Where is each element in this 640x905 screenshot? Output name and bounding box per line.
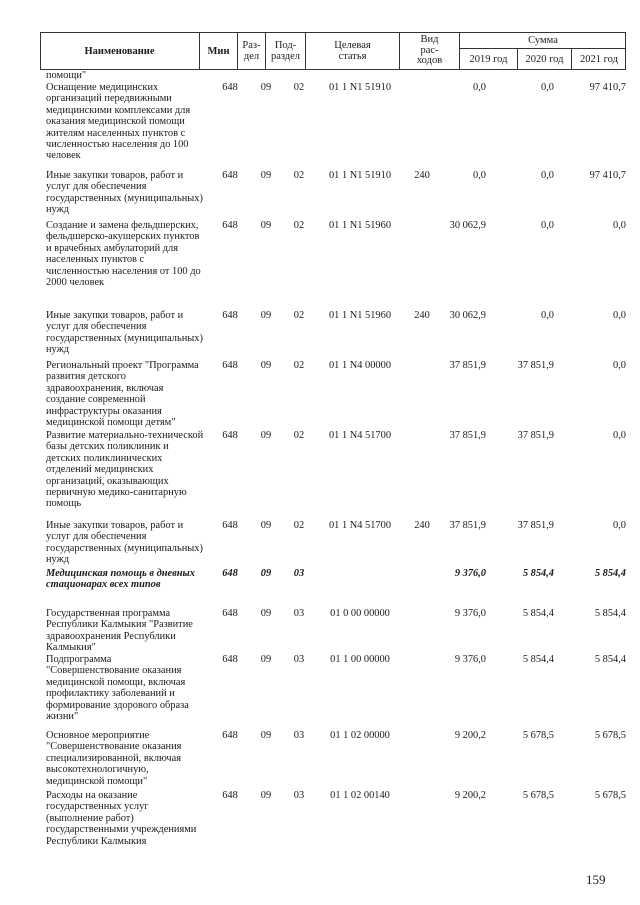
row-sum-2019: 30 062,9	[449, 310, 486, 321]
row-sum-2021: 0,0	[613, 520, 626, 531]
header-vid	[400, 32, 460, 70]
row-razdel: 09	[260, 170, 272, 181]
row-razdel: 09	[260, 430, 272, 441]
header-vid-line1: Вид	[420, 34, 439, 46]
row-podrazdel: 03	[293, 730, 305, 741]
row-sum-2021: 5 854,4	[594, 568, 626, 579]
row-sum-2021: 97 410,7	[589, 170, 626, 181]
row-razdel: 09	[260, 730, 272, 741]
header-razdel	[238, 32, 266, 70]
row-sum-2019: 9 200,2	[454, 730, 486, 741]
row-sum-2019: 37 851,9	[449, 430, 486, 441]
row-podrazdel: 02	[293, 220, 305, 231]
row-razdel: 09	[260, 310, 272, 321]
row-sum-2019: 9 376,0	[454, 608, 486, 619]
row-name: Оснащение медицинских организаций передвижными медицинскими комплексами для оказания медицинской помощи жителям населенных пунктов с численностью населения до 100 человек	[46, 82, 191, 162]
row-name: Создание и замена фельдшерских, фельдшерско-акушерских пунктов и врачебных амбулаторий для населенных пунктов с численностью населения от 100 до 2000 человек	[46, 220, 201, 289]
row-sum-2020: 5 854,4	[522, 654, 554, 665]
row-sum-2021: 97 410,7	[589, 82, 626, 93]
row-min: 648	[222, 730, 238, 741]
row-tselevaya: 01 1 N1 51960	[328, 220, 392, 231]
row-sum-2020: 0,0	[541, 170, 554, 181]
row-sum-2021: 0,0	[613, 430, 626, 441]
row-vid: 240	[414, 310, 430, 321]
row-razdel: 09	[260, 82, 272, 93]
row-sum-2020: 0,0	[541, 310, 554, 321]
row-tselevaya: 01 1 N1 51910	[328, 82, 392, 93]
row-razdel: 09	[260, 608, 272, 619]
row-vid: 240	[414, 170, 430, 181]
row-name: Подпрограмма "Совершенствование оказания медицинской помощи, включая профилактику заболеваний и формирование здорового образа жизни"	[46, 654, 189, 723]
row-podrazdel: 02	[293, 170, 305, 181]
page-number: 159	[586, 872, 606, 887]
row-sum-2020: 37 851,9	[517, 360, 554, 371]
row-sum-2020: 5 678,5	[522, 730, 554, 741]
row-sum-2019: 30 062,9	[449, 220, 486, 231]
row-sum-2019: 9 376,0	[454, 654, 486, 665]
table-header	[40, 32, 626, 70]
row-name: Региональный проект "Программа развития детского здравоохранения, включая создание современной инфраструктуры оказания медицинской помощи детям"	[46, 360, 199, 429]
row-tselevaya: 01 1 N1 51960	[328, 310, 392, 321]
row-sum-2019: 9 200,2	[454, 790, 486, 801]
row-podrazdel: 03	[293, 790, 305, 801]
row-sum-2021: 5 854,4	[594, 654, 626, 665]
row-tselevaya: 01 1 N1 51910	[328, 170, 392, 181]
row-name: Медицинская помощь в дневных стационарах всех типов	[46, 568, 195, 591]
row-name: Государственная программа Республики Калмыкия "Развитие здравоохранения Республики Калмыкия"	[46, 608, 193, 654]
row-sum-2021: 0,0	[613, 220, 626, 231]
header-y2021: 2021 год	[580, 53, 618, 65]
row-podrazdel: 02	[293, 360, 305, 371]
row-podrazdel: 02	[293, 310, 305, 321]
row-min: 648	[222, 310, 238, 321]
row-podrazdel: 02	[293, 82, 305, 93]
header-tselevaya-line1: Целевая	[334, 40, 371, 51]
row-sum-2021: 5 678,5	[594, 790, 626, 801]
row-tselevaya: 01 1 N4 51700	[328, 430, 392, 441]
row-tselevaya: 01 1 N4 51700	[328, 520, 392, 531]
row-min: 648	[222, 654, 238, 665]
row-sum-2019: 0,0	[473, 82, 486, 93]
row-tselevaya: 01 1 00 00000	[330, 654, 390, 665]
header-podrazdel	[266, 32, 306, 70]
row-tselevaya: 01 1 02 00140	[330, 790, 390, 801]
header-podrazdel-line2: раздел	[270, 51, 301, 62]
header-y2019: 2019 год	[460, 48, 518, 70]
row-sum-2021: 0,0	[613, 360, 626, 371]
row-min: 648	[222, 430, 238, 441]
carryover-text: помощи"	[46, 70, 87, 81]
header-tselevaya	[306, 32, 400, 70]
row-sum-2019: 37 851,9	[449, 360, 486, 371]
row-sum-2020: 0,0	[541, 220, 554, 231]
row-sum-2019: 0,0	[473, 170, 486, 181]
row-tselevaya: 01 1 N4 00000	[328, 360, 392, 371]
row-sum-2020: 5 854,4	[522, 568, 554, 579]
row-min: 648	[222, 520, 238, 531]
header-vid-line2: рас-	[420, 44, 439, 56]
row-razdel: 09	[260, 568, 272, 579]
row-razdel: 09	[260, 654, 272, 665]
header-name: Наименование	[40, 32, 200, 70]
row-tselevaya: 01 0 00 00000	[330, 608, 390, 619]
row-podrazdel: 03	[293, 608, 305, 619]
row-min: 648	[222, 220, 238, 231]
row-name: Развитие материально-технической базы детских поликлиник и детских поликлинических отделений медицинских организаций, оказывающих первичную медико-санитарную помощь	[46, 430, 204, 510]
row-name: Иные закупки товаров, работ и услуг для обеспечения государственных (муниципальных) нужд	[46, 520, 203, 566]
row-min: 648	[222, 608, 238, 619]
row-min: 648	[222, 82, 238, 93]
row-razdel: 09	[260, 220, 272, 231]
row-podrazdel: 02	[293, 520, 305, 531]
row-vid: 240	[414, 520, 430, 531]
row-sum-2020: 5 854,4	[522, 608, 554, 619]
row-podrazdel: 03	[293, 568, 305, 579]
row-sum-2020: 37 851,9	[517, 430, 554, 441]
row-sum-2021: 5 854,4	[594, 608, 626, 619]
header-y2020: 2020 год	[518, 48, 572, 70]
row-razdel: 09	[260, 520, 272, 531]
row-sum-2021: 0,0	[613, 310, 626, 321]
header-podrazdel-line1: Под-	[274, 40, 297, 51]
row-min: 648	[222, 360, 238, 371]
header-razdel-line2: дел	[243, 51, 260, 62]
row-sum-2020: 0,0	[541, 82, 554, 93]
row-sum-2021: 5 678,5	[594, 730, 626, 741]
row-name: Расходы на оказание государственных услуг (выполнение работ) государственными учреждениями Республики Калмыкия	[46, 790, 197, 847]
row-sum-2020: 5 678,5	[522, 790, 554, 801]
row-sum-2020: 37 851,9	[517, 520, 554, 531]
row-min: 648	[222, 170, 238, 181]
row-name: Основное мероприятие "Совершенствование оказания специализированной, включая высокотехнологичную, медицинской помощи"	[46, 730, 182, 787]
row-name: Иные закупки товаров, работ и услуг для обеспечения государственных (муниципальных) нужд	[46, 310, 203, 356]
row-sum-2019: 9 376,0	[454, 568, 486, 579]
row-name: Иные закупки товаров, работ и услуг для обеспечения государственных (муниципальных) нужд	[46, 170, 203, 216]
row-min: 648	[222, 568, 238, 579]
row-min: 648	[222, 790, 238, 801]
header-vid-line3: ходов	[416, 55, 443, 67]
header-summa: Сумма	[528, 34, 558, 46]
header-min: Мин	[200, 32, 238, 70]
row-sum-2019: 37 851,9	[449, 520, 486, 531]
header-tselevaya-line2: статья	[338, 51, 367, 62]
row-razdel: 09	[260, 360, 272, 371]
header-razdel-line1: Раз-	[242, 40, 261, 51]
row-podrazdel: 03	[293, 654, 305, 665]
row-razdel: 09	[260, 790, 272, 801]
row-tselevaya: 01 1 02 00000	[330, 730, 390, 741]
row-podrazdel: 02	[293, 430, 305, 441]
